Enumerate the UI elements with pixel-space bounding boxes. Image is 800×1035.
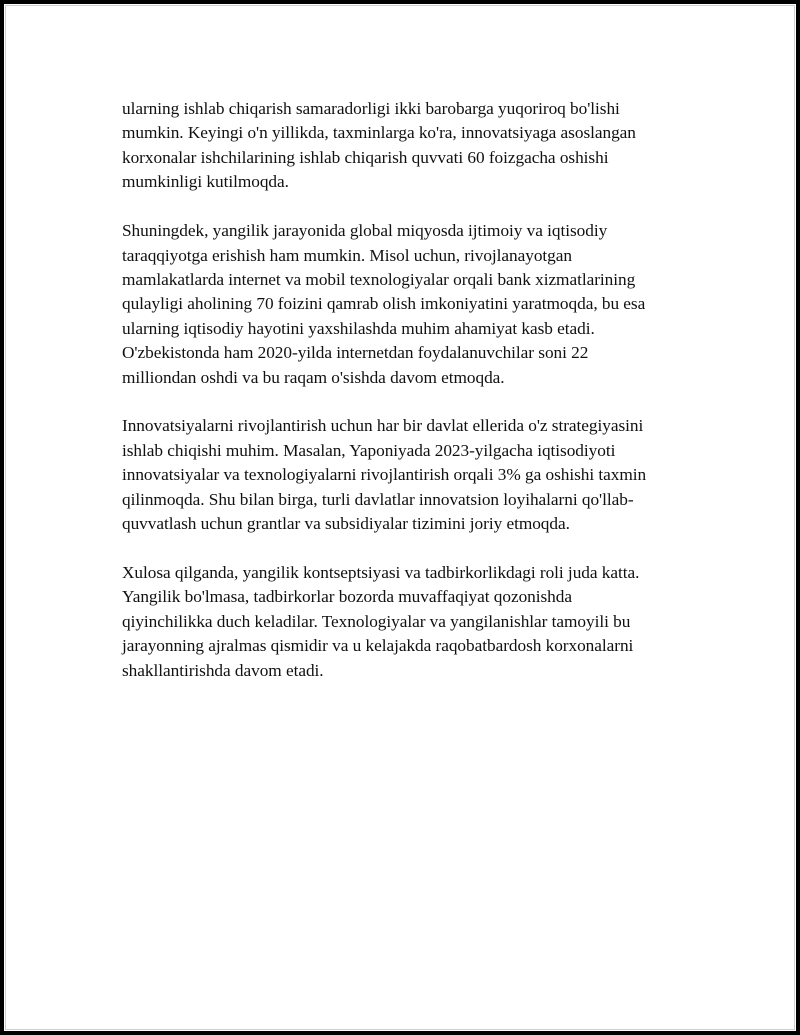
paragraph-line: shakllantirishda davom etadi. xyxy=(122,660,324,680)
paragraph-line: Yangilik bo'lmasa, tadbirkorlar bozorda muvaffaqiyat qozonishda xyxy=(122,587,572,607)
paragraph-line: ishlab chiqishi muhim. Masalan, Yaponiyada 2023-yilgacha iqtisodiyoti xyxy=(122,440,616,460)
paragraph-line: jarayonning ajralmas qismidir va u kelajakda raqobatbardosh korxonalarni xyxy=(122,636,634,656)
paragraph-line: ularning iqtisodiy hayotini yaxshilashda muhim ahamiyat kasb etadi. xyxy=(122,318,595,338)
paragraph-3 xyxy=(122,414,707,536)
paragraph-4 xyxy=(122,561,707,683)
paragraph-line: qilinmoqda. Shu bilan birga, turli davlatlar innovatsion loyihalarni qo'llab- xyxy=(122,489,634,509)
paragraph-1 xyxy=(122,97,707,195)
paragraph-2 xyxy=(122,219,707,390)
paragraph-line: qiyinchilikka duch keladilar. Texnologiyalar va yangilanishlar tamoyili bu xyxy=(122,611,631,631)
paragraph-line: Shuningdek, yangilik jarayonida global miqyosda ijtimoiy va iqtisodiy xyxy=(122,221,608,241)
paragraph-line: O'zbekistonda ham 2020-yilda internetdan foydalanuvchilar soni 22 xyxy=(122,343,589,363)
paragraph-line: mamlakatlarda internet va mobil texnologiyalar orqali bank xizmatlarining xyxy=(122,269,636,289)
paragraph-line: qulayligi aholining 70 foizini qamrab olish imkoniyatini yaratmoqda, bu esa xyxy=(122,294,646,314)
paragraph-line: taraqqiyotga erishish ham mumkin. Misol uchun, rivojlanayotgan xyxy=(122,245,572,265)
document-body xyxy=(122,97,707,708)
paragraph-line: milliondan oshdi va bu raqam o'sishda davom etmoqda. xyxy=(122,367,505,387)
paragraph-line: mumkin. Keyingi o'n yillikda, taxminlarga ko'ra, innovatsiyaga asoslangan xyxy=(122,123,636,143)
paragraph-line: mumkinligi kutilmoqda. xyxy=(122,172,289,192)
paragraph-line: innovatsiyalar va texnologiyalarni rivojlantirish orqali 3% ga oshishi taxmin xyxy=(122,465,647,485)
paragraph-line: quvvatlash uchun grantlar va subsidiyalar tizimini joriy etmoqda. xyxy=(122,514,570,534)
paragraph-line: korxonalar ishchilarining ishlab chiqarish quvvati 60 foizgacha oshishi xyxy=(122,147,609,167)
paragraph-line: Innovatsiyalarni rivojlantirish uchun har bir davlat ellerida o'z strategiyasini xyxy=(122,416,644,436)
paragraph-line: ularning ishlab chiqarish samaradorligi ikki barobarga yuqoriroq bo'lishi xyxy=(122,99,620,118)
paragraph-line: Xulosa qilganda, yangilik kontseptsiyasi va tadbirkorlikdagi roli juda katta. xyxy=(122,563,640,582)
